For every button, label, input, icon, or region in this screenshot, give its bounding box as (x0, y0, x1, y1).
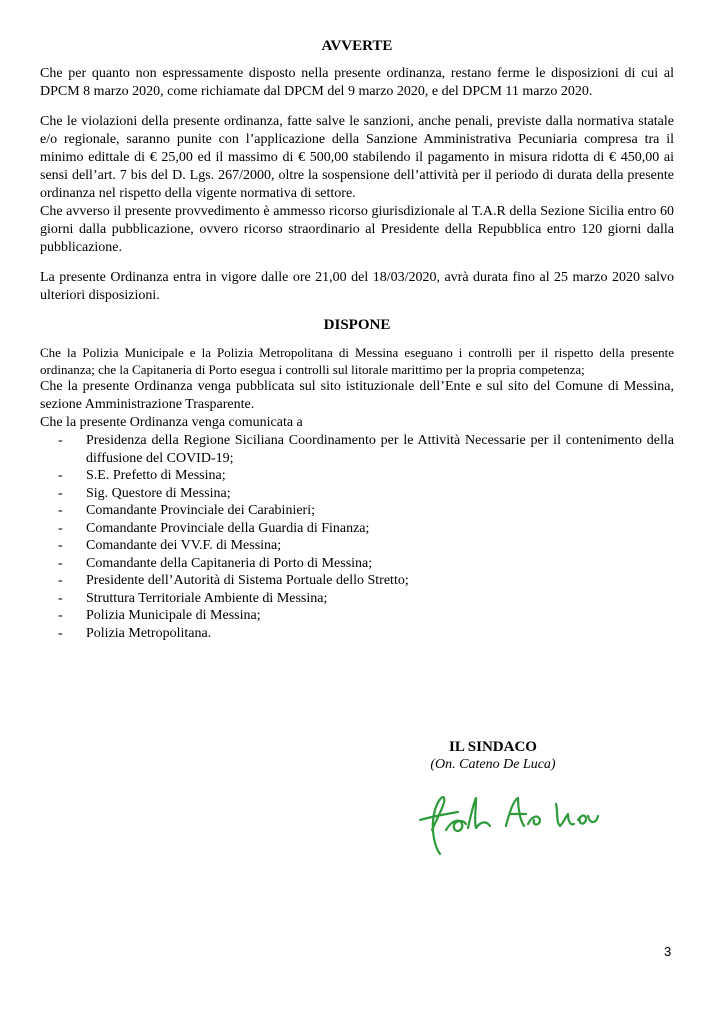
avverte-heading: AVVERTE (321, 38, 393, 54)
avverte-paragraph-2: Che le violazioni della presente ordinanza, fatte salve le sanzioni, anche penali, previste dalla normativa statale e/o regionale, saranno punite con l’applicazione della Sanzione Amministrativa Pecuniaria compresa tra il minimo edittale di € 25,00 ed il massimo di € 500,00 stabilendo il pagamento in misura ridotta di € 450,00 ai sensi dell’art. 7 bis del D. Lgs. 267/2000, oltre la sospensione dell’attività per il periodo di durata della presente ordinanza nel rispetto della vigente normativa di settore. (40, 114, 674, 201)
dispone-paragraph-1: Che la Polizia Municipale e la Polizia Metropolitana di Messina eseguano i controlli per il rispetto della presente ordinanza; che la Capitaneria di Porto esegua i controlli sul litorale marittimo per la propria competenza; (40, 345, 674, 377)
bullet-dash: - (58, 608, 63, 623)
recipient-text: Sig. Questore di Messina; (86, 485, 231, 501)
recipient-text: Presidenza della Regione Siciliana Coordinamento per le Attività Necessarie per il contenimento della diffusione del COVID-19; (86, 433, 674, 466)
recipient-text: Comandante dei VV.F. di Messina; (86, 538, 282, 553)
list-item (40, 520, 674, 538)
list-item (40, 502, 674, 520)
recipient-text: S.E. Prefetto di Messina; (86, 468, 226, 483)
mayor-name: (On. Cateno De Luca) (430, 757, 556, 772)
list-item (40, 537, 674, 555)
recipient-text: Comandante Provinciale dei Carabinieri; (86, 503, 315, 518)
bullet-dash: - (58, 538, 63, 553)
recipient-list (40, 432, 674, 642)
recipient-text: Comandante della Capitaneria di Porto di Messina; (86, 555, 373, 571)
bullet-dash: - (58, 433, 63, 448)
recipient-text: Polizia Municipale di Messina; (86, 608, 261, 623)
avverte-paragraph-1: Che per quanto non espressamente disposto nella presente ordinanza, restano ferme le disposizioni di cui al DPCM 8 marzo 2020, come richiamate dal DPCM del 9 marzo 2020, e del DPCM 11 marzo 2020. (40, 66, 674, 99)
signature-block (393, 738, 593, 774)
mayor-title: IL SINDACO (449, 739, 537, 755)
bullet-dash: - (58, 503, 63, 518)
bullet-dash: - (58, 555, 63, 571)
avverte-paragraph-3: Che avverso il presente provvedimento è ammesso ricorso giurisdizionale al T.A.R della Sezione Sicilia entro 60 giorni dalla pubblicazione, ovvero ricorso straordinario al Presidente della Repubblica entro 120 giorni dalla pubblicazione. (40, 204, 674, 255)
list-item (40, 467, 674, 485)
bullet-dash: - (58, 573, 63, 588)
dispone-paragraph-2: Che la presente Ordinanza venga pubblicata sul sito istituzionale dell’Ente e sul sito del Comune di Messina, sezione Amministrazione Trasparente. (40, 379, 674, 412)
list-item (40, 485, 674, 503)
recipient-text: Struttura Territoriale Ambiente di Messina; (86, 590, 328, 606)
bullet-dash: - (58, 590, 63, 606)
bullet-dash: - (58, 468, 63, 483)
dispone-heading: DISPONE (323, 317, 391, 333)
page-number: 3 (664, 944, 672, 959)
recipient-text: Comandante Provinciale della Guardia di Finanza; (86, 520, 370, 536)
recipient-text: Presidente dell’Autorità di Sistema Portuale dello Stretto; (86, 573, 409, 588)
bullet-dash: - (58, 625, 63, 641)
list-item (40, 625, 674, 643)
list-item (40, 572, 674, 590)
bullet-dash: - (58, 520, 63, 536)
list-item (40, 590, 674, 608)
list-item (40, 432, 674, 467)
avverte-paragraph-4: La presente Ordinanza entra in vigore dalle ore 21,00 del 18/03/2020, avrà durata fino al 25 marzo 2020 salvo ulteriori disposizioni. (40, 270, 674, 303)
recipient-text: Polizia Metropolitana. (86, 625, 212, 641)
list-item (40, 555, 674, 573)
handwritten-signature (410, 790, 600, 860)
document-page (40, 30, 674, 642)
bullet-dash: - (58, 485, 63, 501)
dispone-paragraph-3: Che la presente Ordinanza venga comunicata a (40, 415, 303, 430)
list-item (40, 607, 674, 625)
